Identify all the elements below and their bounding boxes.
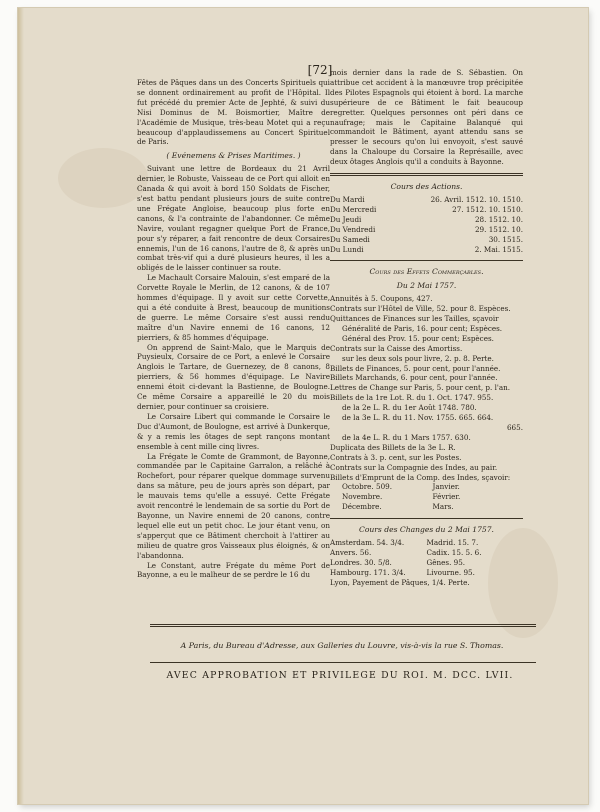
effets-title: Cours des Effets Commerçables. <box>369 267 484 277</box>
footer-double-rule <box>150 624 536 627</box>
page-number: [72] <box>307 63 333 77</box>
actions-row <box>330 195 523 205</box>
section-divider <box>330 260 523 261</box>
article-paragraph: Le Constant, autre Frégate du même Port de Bayonne, a eu le malheur de se perdre le 16 du <box>137 560 330 580</box>
actions-value: 2. Mai. 1515. <box>474 244 523 254</box>
effets-item: Contrats sur la Caisse des Amortiss. <box>330 343 463 353</box>
change-cell: Hambourg. 171. 3/4. <box>330 567 406 577</box>
effets-item: Général des Prov. 15. pour cent; Espèces. <box>342 333 494 343</box>
article-paragraph: Le Corsaire Libert qui commande le Corsaire le Duc d'Aumont, de Boulogne, est arrivé à Dunkerque, & y a remis les ôtages de sept rançons montant ensemble à cent mille cinq livres. <box>137 411 330 451</box>
actions-day: Du Jeudi <box>330 214 362 224</box>
article-paragraph: Suivant une lettre de Bordeaux du 21 Avril dernier, le Robuste, Vaisseau de ce Port qui alloit en Canada & qui avoit à bord 150 Soldats de Fischer, s'est battu pendant plusieurs jours de suite contre une Frégate Angloise, beaucoup plus forte en canons, & l'a contrainte de l'abandonner. Ce même Navire, voulant regagner quelque Port de France, pour s'y réparer, a fait rencontre de deux Corsaires ennemis, l'un de 16 canons, l'autre de 8, & après un combat très-vif qui a duré plusieurs heures, il les a obligés de le laisser continuer sa route. <box>137 164 330 273</box>
effets-item: de la 4e L. R. du 1 Mars 1757. 630. <box>342 432 471 442</box>
actions-value: 26. Avril. 1512. 10. 1510. <box>430 194 523 204</box>
effets-item: Billets de Finances, 5. pour cent, pour l'année. <box>330 363 501 373</box>
actions-row <box>330 215 523 225</box>
effets-item: Contrats sur la Compagnie des Indes, au pair. <box>330 462 498 472</box>
change-cell: Amsterdam. 54. 3/4. <box>330 538 405 548</box>
approval-rule <box>150 662 536 663</box>
actions-row <box>330 205 523 215</box>
effets-item: Billets de la 1re Lot. R. du 1. Oct. 1747. 955. <box>330 393 494 403</box>
actions-day: Du Vendredi <box>330 224 376 234</box>
changes-row <box>330 568 523 578</box>
actions-day: Du Samedi <box>330 234 370 244</box>
change-cell: Gênes. 95. <box>426 557 466 567</box>
effets-item: Quittances de Finances sur les Tailles, sçavoir <box>330 314 499 324</box>
maritime-events-heading: ( Evénemens & Prises Maritimes. ) <box>166 151 301 161</box>
right-column <box>330 68 523 588</box>
changes-title: Cours des Changes du 2 Mai 1757. <box>359 525 494 535</box>
effets-item: Lettres de Change sur Paris, 5. pour cent, p. l'an. <box>330 383 511 393</box>
royal-approval-line: AVEC APPROBATION ET PRIVILEGE DU ROI. M. DCC. LVII. <box>166 670 514 681</box>
actions-table <box>330 195 523 254</box>
effets-item: Annuités à 5. Coupons, 427. <box>330 294 433 304</box>
paper-stain <box>58 148 148 208</box>
change-cell: Cadix. 15. 5. 6. <box>426 547 482 557</box>
article-paragraph: On apprend de Saint-Malo, que le Marquis de Puysieulx, Corsaire de ce Port, a enlevé le Corsaire Anglois le Tartare, de Guernezey, de 8 canons, 8 pierriers, & 56 hommes d'équipage. Le Navire ennemi étoit ci-devant la Bastienne, de Boulogne. Ce même Corsaire a appareillé le 20 du mois dernier, pour continuer sa croisiere. <box>137 342 330 411</box>
left-column <box>137 78 330 580</box>
actions-value: 29. 1512. 10. <box>474 224 523 234</box>
left-intro-paragraph: Fêtes de Pâques dans un des Concerts Spirituels qui se donnent ordinairement au profit de l'Hôpital. Il fut précédé du premier Acte de Jephté, & suivi du Nisi Dominus de M. Boismortier, Maître de l'Académie de Musique, très-beau Motet qui a reçu beaucoup d'applaudissemens au Concert Spirituel de Paris. <box>137 78 330 147</box>
effets-item: de la 2e L. R. du 1er Août 1748. 780. <box>342 403 477 413</box>
change-cell: Londres. 30. 5/8. <box>330 557 392 567</box>
change-cell: Livourne. 95. <box>426 567 475 577</box>
month-cell: Février. <box>432 492 461 502</box>
changes-table <box>330 538 523 588</box>
actions-day: Du Lundi <box>330 244 364 254</box>
actions-row <box>330 235 523 245</box>
month-cell: Octobre. 509. <box>342 482 392 492</box>
effets-item: Billets Marchands, 6. pour cent, pour l'année. <box>330 373 498 383</box>
section-divider <box>330 173 523 176</box>
effets-list <box>330 294 523 482</box>
actions-day: Du Mercredi <box>330 204 377 214</box>
effets-item: Contrats à 3. p. cent, sur les Postes. <box>330 452 462 462</box>
changes-row <box>330 548 523 558</box>
changes-last-row: Lyon, Payement de Pâques, 1/4. Perte. <box>330 577 470 587</box>
effets-item: de la 3e L. R. du 11. Nov. 1755. 665. 664. <box>342 413 494 423</box>
actions-title: Cours des Actions. <box>390 182 463 192</box>
effets-item: 665. <box>506 423 523 432</box>
publisher-address: A Paris, du Bureau d'Adresse, aux Galleries du Louvre, vis-à-vis la rue S. Thomas. <box>180 641 504 650</box>
actions-row <box>330 245 523 255</box>
section-divider <box>330 518 523 519</box>
effets-item: sur les deux sols pour livre, 2. p. 8. Perte. <box>342 353 494 363</box>
actions-day: Du Mardi <box>330 194 365 204</box>
effets-item: Billets d'Emprunt de la Comp. des Indes, sçavoir: <box>330 472 511 482</box>
months-row <box>342 502 523 512</box>
months-table <box>330 482 523 512</box>
actions-value: 30. 1515. <box>488 234 523 244</box>
month-cell: Décembre. <box>342 502 382 512</box>
month-cell: Janvier. <box>432 482 460 492</box>
month-cell: Mars. <box>432 502 454 512</box>
change-cell: Madrid. 15. 7. <box>426 538 479 548</box>
changes-row <box>330 558 523 568</box>
months-row <box>342 482 523 492</box>
months-row <box>342 492 523 502</box>
article-paragraph: Le Machault Corsaire Malouin, s'est emparé de la Corvette Royale le Merlin, de 12 canons, & de 107 hommes d'équipage. Il y avoit sur cette Corvette, qui a été conduite à Brest, beaucoup de munitions de guerre. Le même Corsaire s'est aussi rendu maître d'un Navire ennemi de 16 canons, 12 pierriers, & 85 hommes d'équipage. <box>137 273 330 342</box>
effets-item: Contrats sur l'Hôtel de Ville, 52. pour 8. Espèces. <box>330 304 511 314</box>
effets-item: Duplicata des Billets de la 3e L. R. <box>330 442 456 452</box>
actions-value: 28. 1512. 10. <box>474 214 523 224</box>
article-paragraph: La Frégate le Comte de Grammont, de Bayonne, commandée par le Capitaine Garralon, a relâché à Rochefort, pour réparer quelque dommage survenu dans sa mâture, peu de jours après son départ, par le mauvais tems qu'elle a essuyé. Cette Frégate avoit rencontré le lendemain de sa sortie du Port de Bayonne, un Navire ennemi de 20 canons, contre lequel elle eut un petit choc. Le jour étant venu, on s'apperçut que ce Bâtiment cherchoit à l'attirer au milieu de quatre gros Vaisseaux plus éloignés, & on l'abandonna. <box>137 451 330 560</box>
actions-value: 27. 1512. 10. 1510. <box>452 204 523 214</box>
actions-row <box>330 225 523 235</box>
right-intro-paragraph: mois dernier dans la rade de S. Sébastien. On attribue cet accident à la manœuvre trop précipitée des Pilotes Espagnols qui étoient à bord. La marche supérieure de ce Bâtiment le fait beaucoup regretter. Quelques personnes ont péri dans ce naufrage; mais le Capitaine Balanqué qui commandoit le Bâtiment, ayant attendu sans se presser le secours qu'on lui envoyoit, s'est sauvé dans la Chaloupe du Corsaire la Représaille, avec deux ôtages Anglois qu'il a conduits à Bayonne. <box>330 68 523 167</box>
effets-date: Du 2 Mai 1757. <box>396 281 457 291</box>
month-cell: Novembre. <box>342 492 383 502</box>
effets-item: Généralité de Paris, 16. pour cent; Espèces. <box>342 323 503 333</box>
change-cell: Anvers. 56. <box>330 547 372 557</box>
changes-row <box>330 538 523 548</box>
